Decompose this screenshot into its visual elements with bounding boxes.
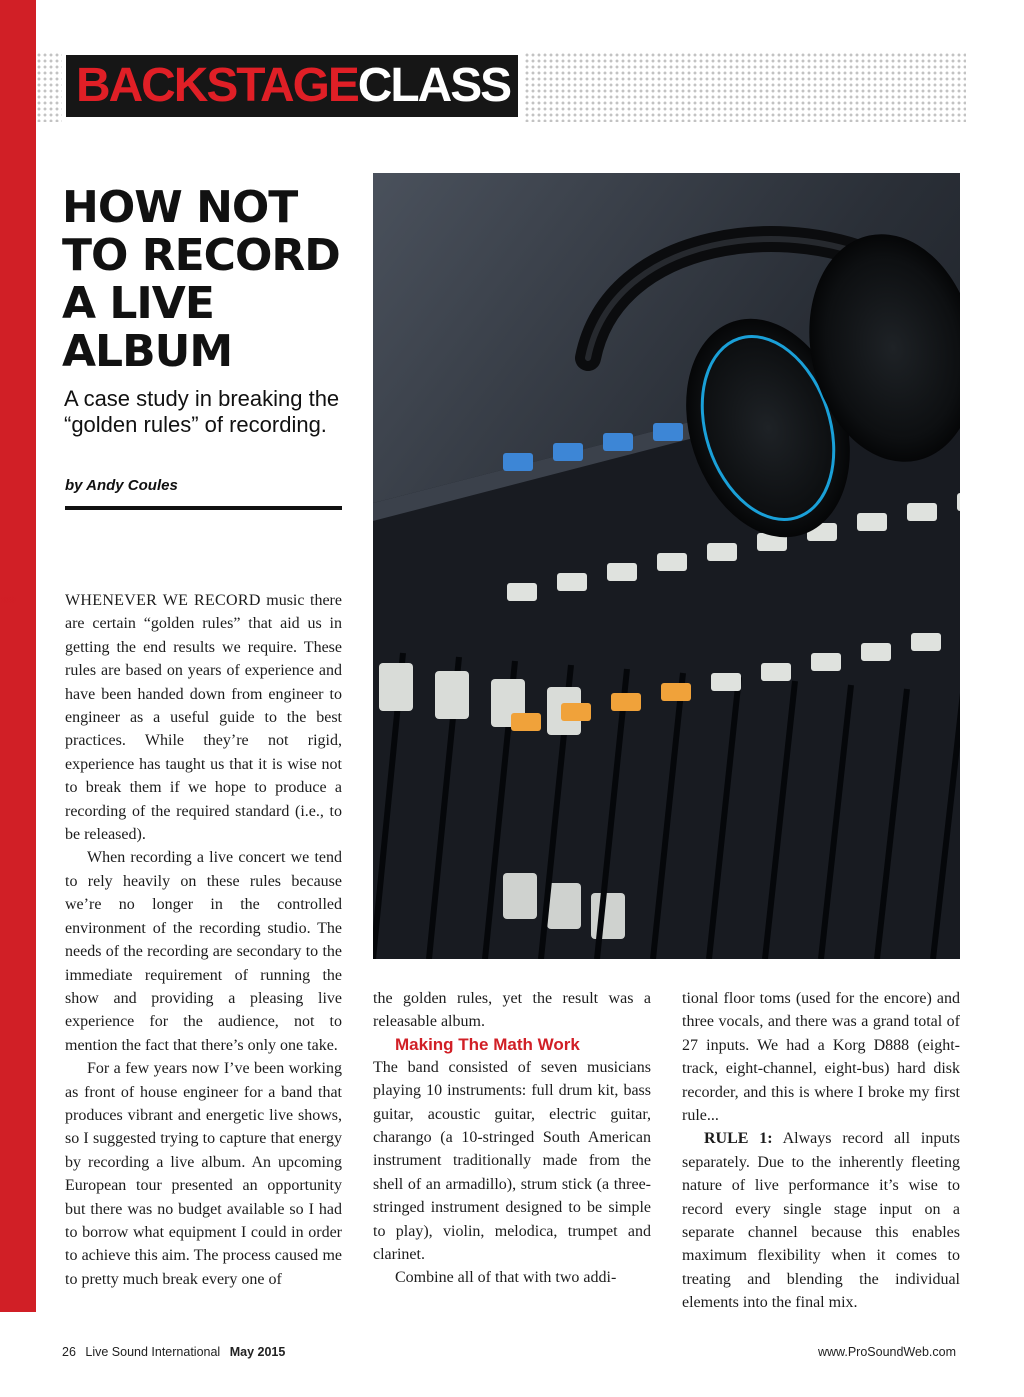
article-column-1 [65,589,342,1291]
headline-line: HOW NOT [62,182,298,233]
body-paragraph: Combine all of that with two addi- [395,1269,617,1287]
console-button [603,433,633,451]
console-button [761,663,791,681]
body-paragraph-continued: the golden rules, yet the result was a releasable album. [373,990,651,1031]
console-button [557,573,587,591]
console-button [711,673,741,691]
console-button [553,443,583,461]
article-column-3 [682,987,960,1315]
headline-line: A LIVE [62,278,214,329]
console-button [561,703,591,721]
console-button [611,693,641,711]
byline-rule [65,506,342,510]
fader-cap [379,663,413,711]
masthead-word-class: CLASS [357,59,511,112]
console-button [861,643,891,661]
body-paragraph: When recording a live concert we tend to rely heavily on these rules because we’re no longer in the controlled environment of the recording studio. The needs of the recording are secondary to the immediate requirement of running the show and providing a pleasing live experience for the audience, not to mention the fact that there’s only one take. [65,849,342,1054]
body-paragraph: For a few years now I’ve been working as front of house engineer for a band that produces vibrant and energetic live shows, so I suggested trying to capture that energy by recording a live album. An upcoming European tour presented an opportunity but there was no budget available so I had to borrow what equipment I could in order to achieve this aim. The process caused me to pretty much break every one of [65,1060,342,1288]
console-button [661,683,691,701]
masthead-dot-pattern-left [36,52,62,122]
console-button [811,653,841,671]
publication-name: Live Sound International [85,1345,221,1359]
console-button [707,543,737,561]
page-number: 26 [62,1345,76,1359]
lead-in-caps: WHENEVER WE RECORD [65,592,261,609]
console-button [507,583,537,601]
masthead-dot-pattern-right [524,52,966,122]
lead-paragraph [65,589,342,846]
photo-illustration [373,173,960,959]
rule-paragraph [682,1127,960,1314]
console-button [857,513,887,531]
fader-cap [547,883,581,929]
page-footer-left [62,1345,291,1359]
console-button [607,563,637,581]
console-button [957,493,960,511]
console-button [503,453,533,471]
mixing-console-headphones-photo [373,173,960,959]
body-paragraph: The band consisted of seven musicians playing 10 instruments: full drum kit, bass guitar, acoustic guitar, electric guitar, charango (a 10-stringed South American instrument traditionally made from the shell of an armadillo), strum stick (a three-stringed instrument designed to be simple to play), violin, melodica, trumpet and clarinet. [373,1058,651,1264]
body-paragraph-continued: tional floor toms (used for the encore) and three vocals, and there was a grand total of 27 inputs. We had a Korg D888 (eight-track, eight-channel, eight-bus) hard disk recorder, and this is where I broke my first rule... [682,990,960,1125]
console-button [653,423,683,441]
article-byline: by Andy Coules [65,477,178,494]
article-column-2 [373,987,651,1290]
section-masthead [66,55,518,117]
section-subhead: Making The Math Work [395,1034,580,1054]
fader-cap [503,873,537,919]
console-button [907,503,937,521]
masthead-word-backstage: BACKSTAGE [76,59,358,112]
lead-paragraph-text: music there are certain “golden rules” that aid us in getting the end results we require. These rules are based on years of experience and have been handed down from engineer to engineer as a useful guide to the best practices. While they’re not rigid, experience has taught us that it is wise not to break them if we hope to produce a recording of the required standard (i.e., to be released). [65,592,342,844]
article-headline [62,184,362,376]
fader-cap [591,893,625,939]
console-button [657,553,687,571]
fader-cap [435,671,469,719]
headline-line: TO RECORD [62,230,340,281]
issue-date: May 2015 [229,1345,286,1359]
lead-arrow-marker: ››››› [0,592,14,608]
rule-text: Always record all inputs separately. Due to the inherently fleeting nature of live performance it’s wise to record every single stage input on a separate channel because this enables maximum flexibility when it comes to treating and blending the individual elements into the final mix. [682,1130,961,1312]
console-button [511,713,541,731]
rule-label: RULE 1: [704,1130,773,1148]
article-deck: A case study in breaking the “golden rules” of recording. [64,386,340,437]
website-url: www.ProSoundWeb.com [817,1345,956,1359]
headline-line: ALBUM [62,326,233,377]
page-edge-red-bar [0,0,36,1312]
console-button [911,633,941,651]
